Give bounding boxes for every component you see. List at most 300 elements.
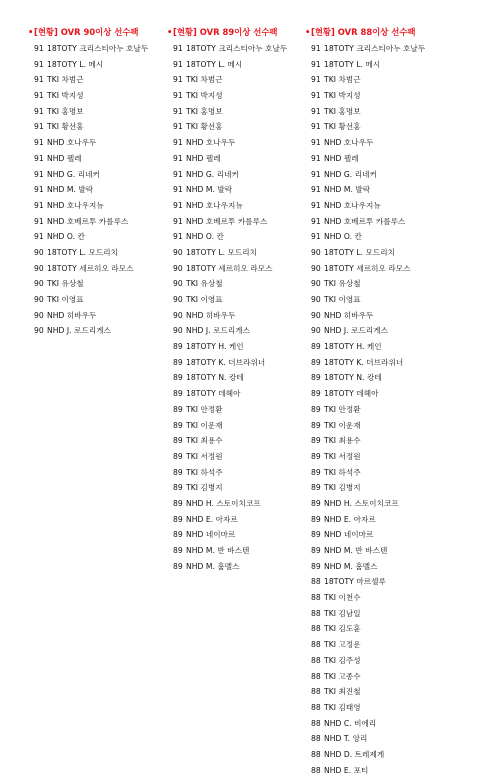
player-ovr: 89 [311,514,321,524]
player-name: TKI 이영표 [324,295,361,304]
player-ovr: 91 [311,138,321,148]
player-row [173,104,313,120]
player-row [311,402,461,418]
player-ovr: 89 [173,404,183,414]
player-row [311,465,461,481]
player-ovr: 91 [34,153,44,163]
player-name: NHD J. 로드리게스 [47,326,111,336]
player-row [311,135,461,151]
player-row [311,480,461,496]
player-row [311,276,461,292]
player-name: NHD M. 훔멜스 [324,561,378,571]
player-name: 18TOTY L. 메시 [186,59,243,69]
player-row [311,182,461,198]
player-row [34,88,174,104]
player-ovr: 90 [311,326,321,336]
player-name: TKI 황선홍 [324,122,361,132]
player-ovr: 90 [34,326,44,336]
player-name: TKI 박지성 [324,91,361,101]
player-row [311,684,461,700]
player-row [311,72,461,88]
player-row [311,527,461,543]
player-name: TKI 안정환 [186,404,223,414]
player-ovr: 89 [311,561,321,571]
player-name: TKI 최진철 [324,687,361,697]
player-ovr: 91 [311,169,321,179]
player-ovr: 91 [311,106,321,116]
player-name: NHD G. 리네커 [324,169,377,179]
player-name: 18TOTY L. 모드리치 [186,247,258,257]
player-name: TKI 최용수 [324,436,361,446]
player-ovr: 89 [311,498,321,508]
player-name: NHD 호베르투 카를루스 [47,216,129,226]
player-name: TKI 김병지 [324,483,361,493]
player-row [311,386,461,402]
player-ovr: 91 [173,185,183,195]
player-row [173,229,313,245]
player-ovr: 91 [173,91,183,101]
player-name: TKI 유상철 [324,279,361,289]
player-name: TKI 하석주 [186,467,223,477]
player-name: TKI 이천수 [324,593,361,603]
player-ovr: 88 [311,749,321,759]
player-name: 18TOTY 크리스티아누 호날두 [47,44,149,53]
player-row [311,418,461,434]
player-name: NHD O. 칸 [186,232,224,242]
player-ovr: 89 [311,467,321,477]
player-name: TKI 차범근 [324,75,361,85]
player-name: TKI 홍명보 [324,106,361,116]
player-ovr: 91 [34,169,44,179]
player-row [311,637,461,653]
player-ovr: 89 [311,373,321,383]
player-name: TKI 유상철 [186,279,223,289]
player-ovr: 88 [311,640,321,650]
player-ovr: 89 [311,420,321,430]
player-row [311,716,461,732]
player-list [311,41,461,778]
player-row [34,245,174,261]
player-row [311,653,461,669]
player-row [311,433,461,449]
player-name: NHD 히바우두 [47,310,97,320]
player-name: TKI 김도훈 [324,624,361,634]
player-ovr: 88 [311,655,321,665]
player-ovr: 88 [311,671,321,681]
player-ovr: 89 [311,530,321,540]
player-row [311,512,461,528]
player-name: NHD 호나우두 [324,138,374,148]
player-name: TKI 이영표 [47,295,84,304]
player-ovr: 88 [311,734,321,744]
column-heading [167,23,313,41]
player-ovr: 89 [173,546,183,555]
player-name: NHD G. 리네커 [186,169,239,179]
player-ovr: 88 [311,687,321,697]
player-name: NHD 호나우지뉴 [47,200,104,210]
player-name: 18TOTY N. 캉테 [186,373,244,383]
player-ovr: 89 [173,451,183,461]
player-name: TKI 고종수 [324,671,361,681]
player-row [34,214,174,230]
player-name: NHD 호나우지뉴 [186,200,243,210]
player-ovr: 91 [34,200,44,210]
player-row [311,214,461,230]
player-ovr: 89 [311,389,321,399]
player-ovr: 91 [311,91,321,101]
player-ovr: 91 [173,153,183,163]
player-name: NHD E. 아자르 [324,514,376,524]
player-name: NHD 펠레 [324,153,359,163]
player-name: NHD G. 리네커 [47,169,100,179]
player-row [34,276,174,292]
player-name: TKI 안정환 [324,404,361,414]
column-heading-text: [현황] OVR 90이상 선수팩 [34,27,139,37]
player-row [173,386,313,402]
player-name: NHD 히바우두 [186,310,236,320]
player-row [173,245,313,261]
player-row [311,167,461,183]
player-ovr: 89 [173,483,183,493]
player-name: NHD 호나우두 [47,138,97,148]
player-name: TKI 유상철 [47,279,84,289]
player-ovr: 91 [311,200,321,210]
player-name: 18TOTY 데헤아 [186,389,241,399]
player-name: TKI 김주성 [324,655,361,665]
player-name: TKI 박지성 [47,91,84,101]
player-row [173,339,313,355]
player-row [173,543,313,559]
player-row [311,198,461,214]
player-row [34,135,174,151]
player-row [311,245,461,261]
player-name: TKI 서정원 [324,451,361,461]
player-ovr: 91 [34,91,44,101]
player-name: NHD 호베르투 카를루스 [186,216,268,226]
player-row [173,57,313,73]
player-row [173,370,313,386]
player-row [34,323,174,339]
player-ovr: 91 [311,44,321,53]
player-row [173,88,313,104]
bullet-icon: • [305,27,311,37]
player-ovr: 91 [311,59,321,69]
player-name: NHD H. 스토이치코프 [186,498,261,508]
player-ovr: 91 [34,216,44,226]
player-ovr: 89 [311,404,321,414]
player-name: TKI 고정운 [324,640,361,650]
player-ovr: 91 [311,185,321,195]
player-row [311,151,461,167]
player-name: TKI 차범근 [186,75,223,85]
player-ovr: 89 [173,373,183,383]
player-ovr: 88 [311,593,321,603]
player-row [173,433,313,449]
player-ovr: 91 [173,200,183,210]
player-name: 18TOTY 세르히오 라모스 [47,263,134,273]
player-ovr: 89 [311,546,321,555]
player-name: NHD M. 반 바스텐 [186,546,250,555]
player-row [173,559,313,575]
player-ovr: 88 [311,624,321,634]
player-row [311,370,461,386]
player-name: TKI 김남일 [324,608,361,618]
player-ovr: 89 [173,342,183,352]
player-ovr: 89 [173,389,183,399]
player-row [34,182,174,198]
player-ovr: 89 [311,436,321,446]
player-ovr: 90 [311,263,321,273]
player-ovr: 90 [34,279,44,289]
player-name: NHD M. 반 바스텐 [324,546,388,555]
player-name: NHD J. 로드리게스 [186,326,250,336]
player-row [34,229,174,245]
player-ovr: 91 [311,75,321,85]
player-name: TKI 김태영 [324,702,361,712]
player-name: NHD M. 발락 [47,185,94,195]
bullet-icon: • [167,27,173,37]
player-row [173,355,313,371]
player-ovr: 91 [311,122,321,132]
player-row [311,590,461,606]
player-row [311,606,461,622]
player-ovr: 90 [34,310,44,320]
player-ovr: 91 [173,169,183,179]
player-ovr: 91 [34,59,44,69]
player-row [173,198,313,214]
player-row [173,323,313,339]
player-ovr: 88 [311,702,321,712]
player-name: 18TOTY L. 메시 [324,59,381,69]
player-ovr: 89 [173,357,183,367]
player-ovr: 89 [311,483,321,493]
player-name: NHD 펠레 [47,153,82,163]
player-list [34,41,174,339]
player-row [311,559,461,575]
player-row [173,292,313,308]
player-row [173,276,313,292]
player-row [34,119,174,135]
player-ovr: 91 [311,232,321,242]
player-row [311,747,461,763]
player-row [173,465,313,481]
player-ovr: 91 [34,185,44,195]
player-name: NHD O. 칸 [324,232,362,242]
player-row [311,543,461,559]
player-name: NHD E. 포티 [324,765,369,775]
player-row [34,41,174,57]
player-name: NHD H. 스토이치코프 [324,498,399,508]
player-ovr: 89 [311,342,321,352]
player-row [311,57,461,73]
player-name: 18TOTY 데헤아 [324,389,379,399]
player-row [311,700,461,716]
player-row [311,119,461,135]
player-name: NHD O. 칸 [47,232,85,242]
player-name: TKI 홍명보 [47,106,84,116]
player-row [34,151,174,167]
player-row [311,731,461,747]
player-row [173,182,313,198]
player-ovr: 89 [173,498,183,508]
player-row [311,41,461,57]
player-row [173,72,313,88]
player-name: NHD M. 발락 [324,185,371,195]
player-name: NHD J. 로드리게스 [324,326,388,336]
player-name: NHD E. 아자르 [186,514,238,524]
player-ovr: 89 [173,467,183,477]
column-heading-text: [현황] OVR 89이상 선수팩 [173,27,278,37]
player-ovr: 89 [311,451,321,461]
player-ovr: 89 [173,530,183,540]
player-ovr: 90 [173,263,183,273]
player-ovr: 91 [173,232,183,242]
player-ovr: 90 [34,247,44,257]
player-name: 18TOTY 크리스티아누 호날두 [324,44,426,53]
player-name: NHD M. 훔멜스 [186,561,240,571]
player-name: 18TOTY L. 모드리치 [324,247,396,257]
player-ovr: 91 [34,44,44,53]
player-row [173,41,313,57]
player-name: NHD D. 트레제게 [324,749,385,759]
column-ovr-89 [167,23,313,574]
player-row [173,167,313,183]
player-name: 18TOTY L. 메시 [47,59,104,69]
player-name: NHD 호베르투 카를루스 [324,216,406,226]
player-name: 18TOTY K. 더브라위너 [324,357,404,367]
player-row [34,72,174,88]
player-name: NHD 네이마르 [186,530,236,540]
player-name: TKI 김병지 [186,483,223,493]
bullet-icon: • [28,27,34,37]
player-row [311,355,461,371]
player-ovr: 90 [34,263,44,273]
player-row [311,574,461,590]
player-name: TKI 서정원 [186,451,223,461]
player-name: TKI 최용수 [186,436,223,446]
player-row [173,418,313,434]
player-row [173,402,313,418]
player-name: NHD 히바우두 [324,310,374,320]
player-row [173,261,313,277]
player-row [311,621,461,637]
player-row [173,214,313,230]
player-name: 18TOTY N. 캉테 [324,373,382,383]
player-ovr: 89 [311,357,321,367]
player-name: 18TOTY 세르히오 라모스 [186,263,273,273]
player-name: TKI 박지성 [186,91,223,101]
player-row [311,261,461,277]
player-row [34,292,174,308]
player-row [311,763,461,778]
player-name: TKI 황선홍 [47,122,84,132]
player-ovr: 89 [173,514,183,524]
player-name: 18TOTY K. 더브라위너 [186,357,266,367]
player-ovr: 90 [311,310,321,320]
player-row [311,229,461,245]
player-ovr: 91 [173,59,183,69]
player-name: TKI 이영표 [186,295,223,304]
player-row [173,527,313,543]
player-row [173,480,313,496]
player-ovr: 88 [311,577,321,587]
player-row [173,308,313,324]
player-row [173,449,313,465]
player-row [173,512,313,528]
player-name: NHD 펠레 [186,153,221,163]
player-row [34,57,174,73]
player-name: TKI 이운재 [324,420,361,430]
player-name: NHD 호나우지뉴 [324,200,381,210]
player-ovr: 90 [173,247,183,257]
player-ovr: 91 [311,153,321,163]
player-name: TKI 홍명보 [186,106,223,116]
player-list [173,41,313,574]
player-name: TKI 하석주 [324,467,361,477]
column-ovr-88 [305,23,461,778]
player-ovr: 90 [311,247,321,257]
player-row [34,167,174,183]
player-row [34,261,174,277]
player-ovr: 91 [173,138,183,148]
column-heading [28,23,174,41]
player-ovr: 89 [173,420,183,430]
player-row [311,449,461,465]
player-ovr: 91 [34,138,44,148]
player-ovr: 90 [311,279,321,289]
player-row [173,119,313,135]
player-ovr: 91 [34,232,44,242]
player-ovr: 91 [311,216,321,226]
player-name: 18TOTY 크리스티아누 호날두 [186,44,288,53]
column-ovr-90 [28,23,174,339]
player-ovr: 91 [173,44,183,53]
player-row [311,323,461,339]
player-ovr: 88 [311,608,321,618]
player-name: NHD 호나우두 [186,138,236,148]
player-ovr: 90 [173,310,183,320]
player-ovr: 91 [173,122,183,132]
player-ovr: 91 [173,75,183,85]
player-row [311,292,461,308]
player-name: NHD C. 비에리 [324,718,377,728]
player-name: 18TOTY 마르셀루 [324,577,386,587]
player-row [311,669,461,685]
column-heading-text: [현황] OVR 88이상 선수팩 [311,27,416,37]
player-ovr: 90 [311,295,321,304]
player-name: NHD T. 앙리 [324,734,368,744]
player-row [173,496,313,512]
player-name: 18TOTY H. 케인 [186,342,244,352]
player-row [311,88,461,104]
player-ovr: 90 [34,295,44,304]
player-row [311,308,461,324]
player-ovr: 91 [173,106,183,116]
player-ovr: 90 [173,295,183,304]
player-row [173,135,313,151]
player-row [311,104,461,120]
player-ovr: 91 [34,106,44,116]
player-ovr: 90 [173,326,183,336]
player-ovr: 89 [173,561,183,571]
player-name: 18TOTY L. 모드리치 [47,247,119,257]
player-ovr: 90 [173,279,183,289]
player-ovr: 91 [173,216,183,226]
player-name: TKI 차범근 [47,75,84,85]
player-ovr: 88 [311,718,321,728]
player-name: 18TOTY 세르히오 라모스 [324,263,411,273]
player-row [311,339,461,355]
